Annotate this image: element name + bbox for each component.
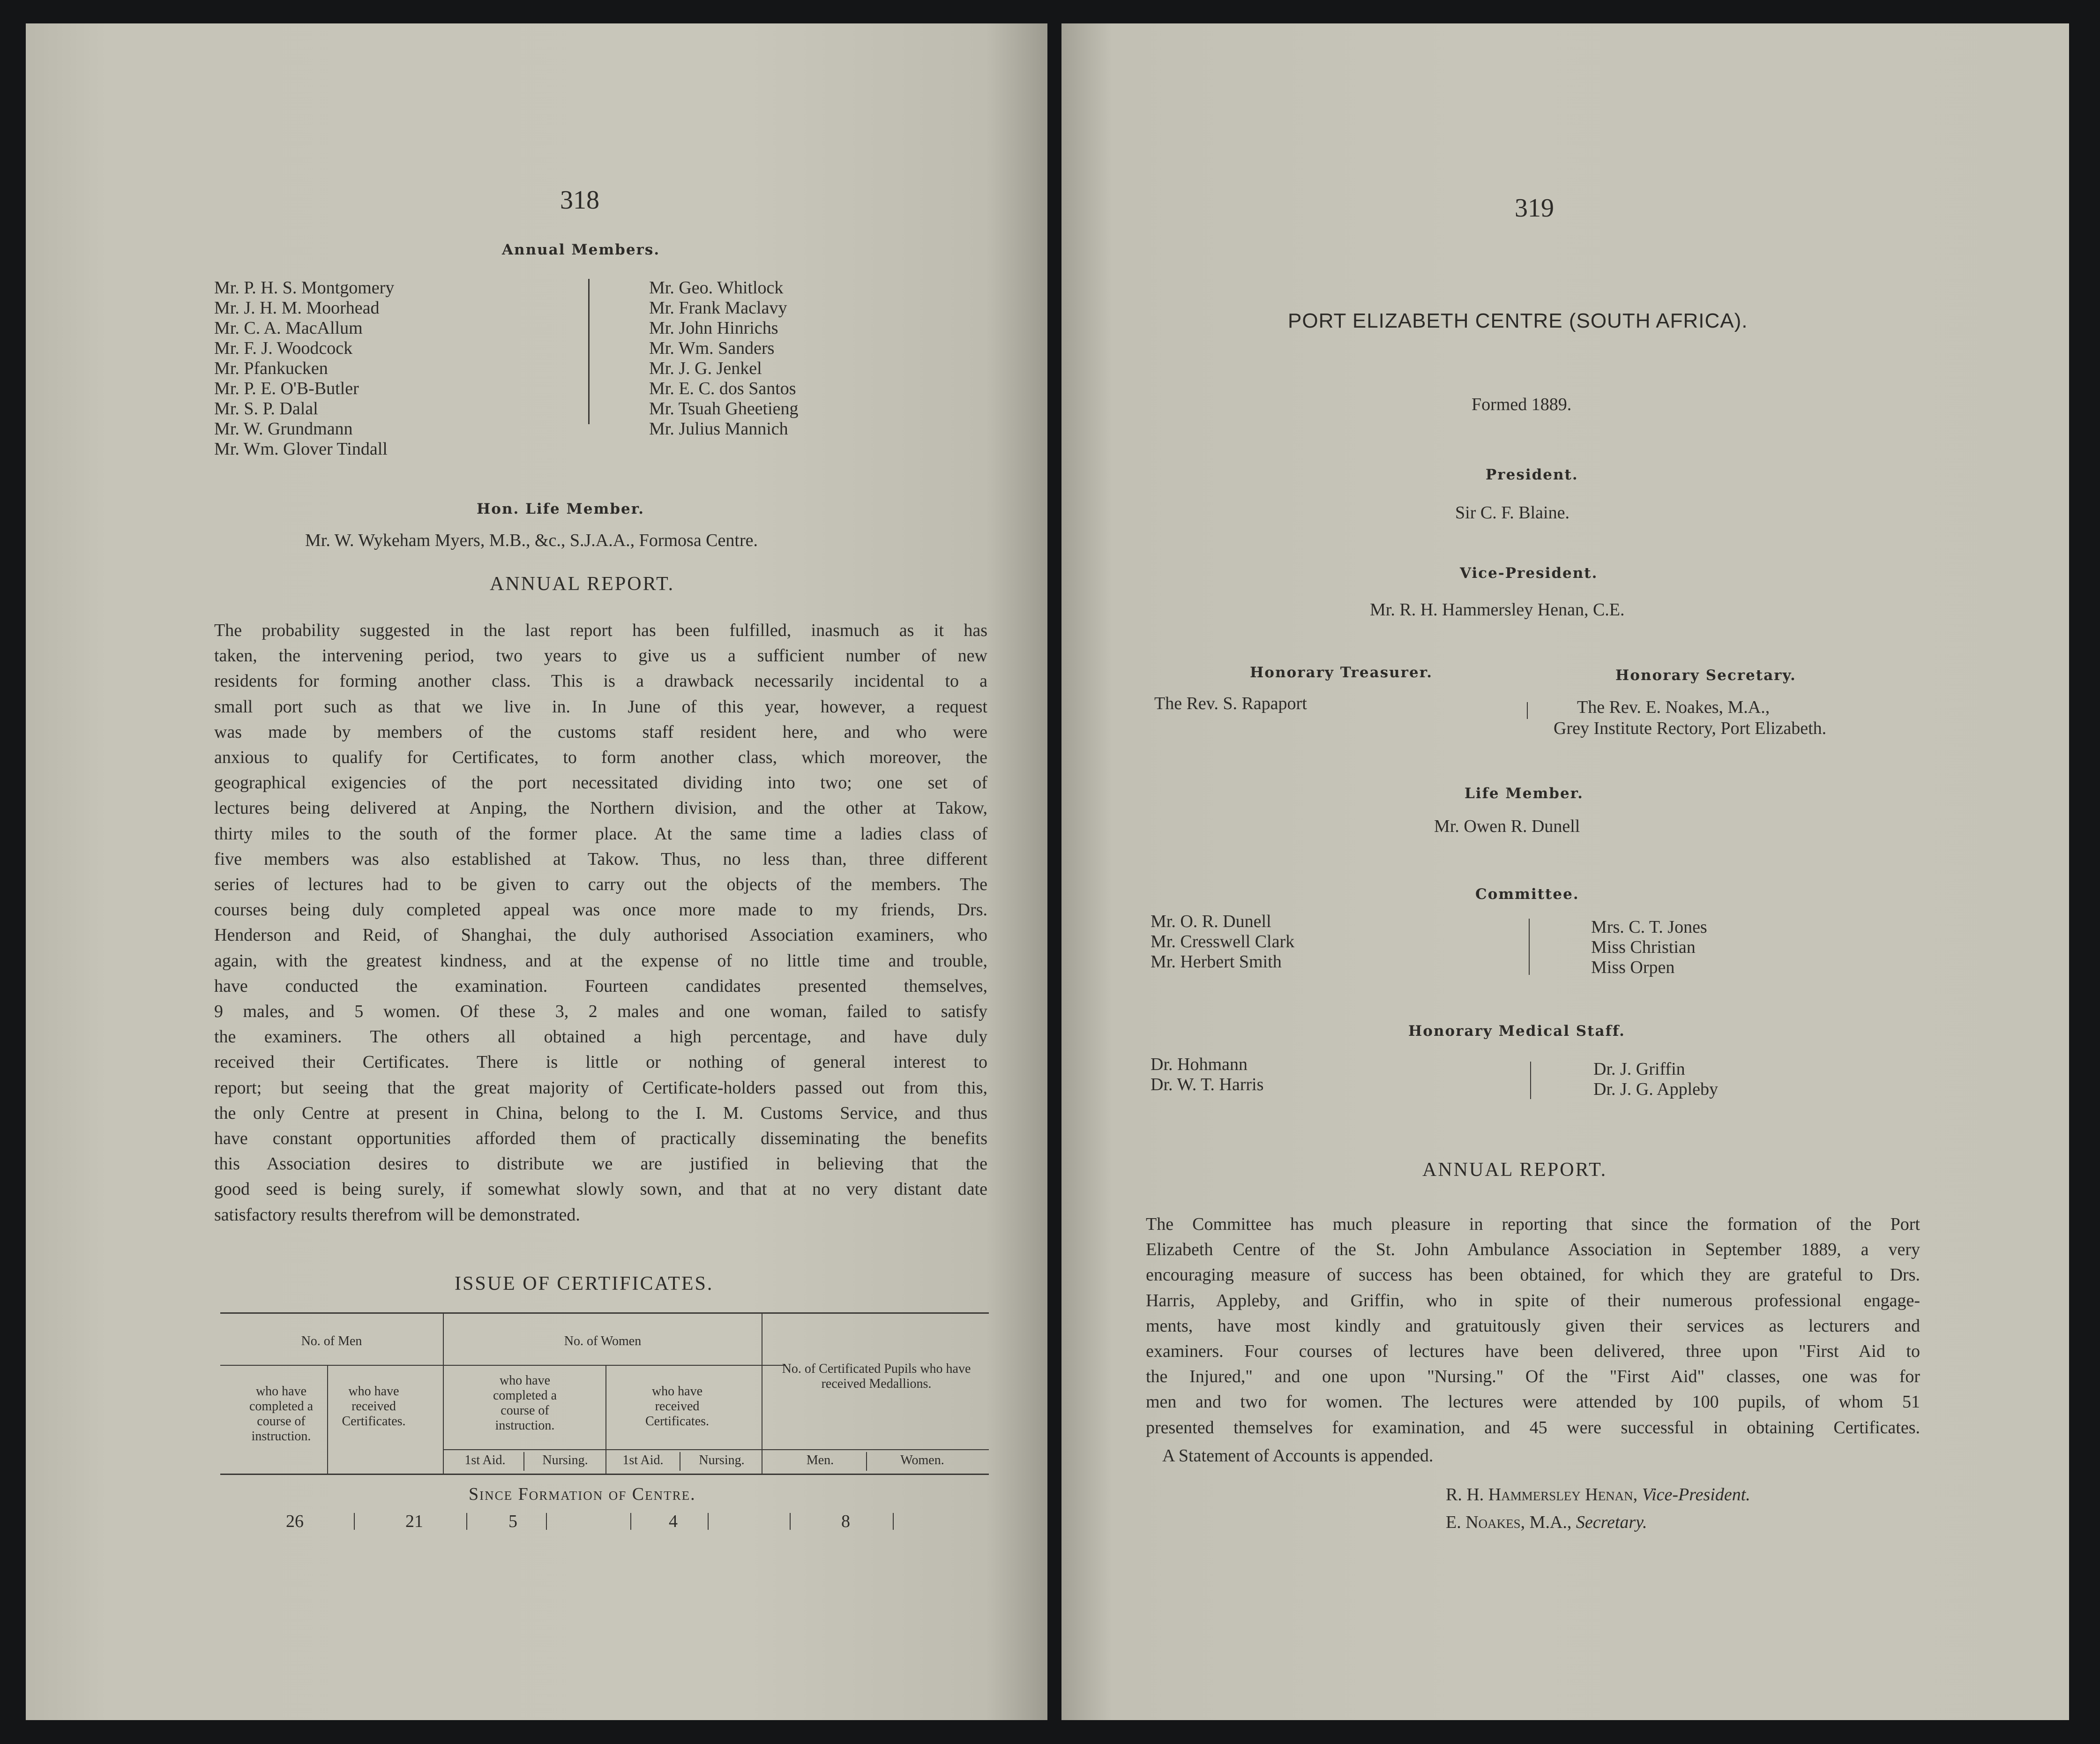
report-line: the only Centre at present in China, belong to the I. M. Customs Service, and thus [214,1103,987,1123]
table-rule [220,1474,989,1475]
report-line: series of lectures had to be given to carry out the objects of the members. The [214,875,987,895]
vice-president-name: Mr. R. H. Hammersley Henan, C.E. [1370,600,1625,620]
medical-column-2 [1593,1059,1718,1100]
column-divider [588,279,590,424]
hon-life-member-heading: Hon. Life Member. [477,501,645,517]
report-line: again, with the greatest kindness, and at the expense of no little time and trouble, [214,951,987,971]
report-line: the examiners. The others all obtained a high percentage, and have duly [214,1027,987,1047]
secretary-heading: Honorary Secretary. [1615,667,1796,684]
formed-year: Formed 1889. [1472,395,1572,414]
column-divider [1527,702,1528,719]
report-line: presented themselves for examination, and 45 were successful in obtaining Certificates. [1146,1417,1920,1437]
annual-members-heading: Annual Members. [502,241,660,258]
signature-title: Secretary. [1576,1512,1647,1532]
report-line: 9 males, and 5 women. Of these 3, 2 males and one woman, failed to satisfy [214,1002,987,1022]
member-name: Mr. Frank Maclavy [649,298,787,318]
member-name: Mr. Tsuah Gheetieng [649,399,799,419]
table-rule [769,1449,989,1450]
treasurer-name: The Rev. S. Rapaport [1154,694,1307,713]
table-rule [523,1452,524,1471]
hon-life-member: Mr. W. Wykeham Myers, M.B., &c., S.J.A.A., Formosa Centre. [305,531,758,550]
committee-member: Miss Orpen [1591,958,1675,977]
committee-column-1 [1151,912,1294,972]
table-rule [605,1366,606,1474]
column-divider [1529,919,1530,975]
table-rule [466,1513,467,1530]
committee-member: Mrs. C. T. Jones [1591,917,1707,937]
member-name: Mr. F. J. Woodcock [214,338,353,358]
committee-column-2 [1591,917,1707,978]
page-number: 319 [1515,194,1554,223]
value-medallions-men: 8 [841,1512,850,1531]
report-line: The probability suggested in the last report has been fulfilled, inasmuch as it has [214,621,987,640]
signature-name: R. H. Hammersley Henan, [1446,1485,1638,1504]
report-line: Harris, Appleby, and Griffin, who in spite of their numerous professional engage- [1146,1290,1920,1310]
medical-staff-member: Dr. J. G. Appleby [1593,1079,1718,1099]
report-line: anxious to qualify for Certificates, to form another class, which moreover, the [214,748,987,768]
report-line: was made by members of the customs staff resident here, and who were [214,722,987,742]
page-number: 318 [560,186,599,215]
member-name: Mr. Julius Mannich [649,419,788,439]
report-line: residents for forming another class. This is a drawback necessarily incidental to a [214,671,987,691]
table-rule [790,1513,791,1530]
right-page [1061,23,2069,1720]
signature-title: Vice-President. [1642,1485,1750,1504]
report-line: good seed is being surely, if somewhat slowly sown, and that at no very distant date [214,1179,987,1199]
treasurer-heading: Honorary Treasurer. [1250,664,1433,681]
member-name: Mr. Wm. Glover Tindall [214,439,388,459]
table-rule [354,1513,355,1530]
report-line: satisfactory results therefrom will be demonstrated. [214,1205,580,1225]
women-completed-header: who have completed a course of instruction. [493,1373,557,1433]
medical-staff-heading: Honorary Medical Staff. [1408,1023,1625,1040]
member-name: Mr. John Hinrichs [649,318,778,338]
member-name: Mr. S. P. Dalal [214,399,318,419]
committee-member: Miss Christian [1591,937,1696,957]
value-women-first-aid-completed: 5 [508,1512,517,1531]
table-rule [443,1449,785,1450]
report-line: men and two for women. The lectures were attended by 100 pupils, of whom 51 [1146,1392,1920,1412]
women-label: Women. [900,1453,944,1467]
column-divider [1530,1062,1531,1099]
table-rule [443,1365,785,1366]
report-line: received their Certificates. There is little or nothing of general interest to [214,1052,987,1072]
report-line: this Association desires to distribute we are justified in believing that the [214,1154,987,1174]
committee-member: Mr. Herbert Smith [1151,952,1282,972]
nursing-label: Nursing. [699,1453,745,1467]
report-line: Elizabeth Centre of the St. John Ambulance Association in September 1889, a very [1146,1240,1920,1260]
vice-president-heading: Vice-President. [1460,565,1598,582]
men-received-header: who have received Certificates. [342,1384,406,1429]
medical-staff-member: Dr. W. T. Harris [1151,1075,1264,1094]
annual-report-body [214,618,987,1228]
report-line: encouraging measure of success has been obtained, for which they are grateful to Drs. [1146,1265,1920,1285]
annual-report-body [1146,1212,1920,1440]
signature-name: E. Noakes, M.A., [1446,1512,1572,1532]
committee-member: Mr. Cresswell Clark [1151,932,1295,951]
report-line: examiners. Four courses of lectures have been delivered, three upon "First Aid to [1146,1341,1920,1362]
men-header: No. of Men [301,1334,362,1348]
report-line: have constant opportunities afforded them of practically disseminating the benefits [214,1129,987,1149]
table-rule [630,1513,631,1530]
since-formation-label: Since Formation of Centre. [469,1484,696,1504]
signature-2 [1446,1512,1647,1533]
left-page [26,23,1047,1720]
member-name: Mr. W. Grundmann [214,419,353,439]
table-rule [327,1366,328,1474]
medallions-header: No. of Certificated Pupils who have received Medallions. [782,1362,971,1391]
member-name: Mr. Wm. Sanders [649,338,775,358]
table-rule [708,1513,709,1530]
member-name: Mr. P. E. O'B-Butler [214,379,359,398]
certificates-heading: ISSUE OF CERTIFICATES. [455,1273,714,1295]
medical-staff-member: Dr. Hohmann [1151,1055,1248,1074]
table-rule [546,1513,547,1530]
report-line: the Injured," and one upon "Nursing." Of the "First Aid" classes, one was for [1146,1367,1920,1387]
report-line: report; but seeing that the great majority of Certificate-holders passed out from this, [214,1078,987,1098]
value-men-completed: 26 [286,1512,304,1531]
member-name: Mr. E. C. dos Santos [649,379,796,398]
president-name: Sir C. F. Blaine. [1455,503,1569,523]
members-column-1 [214,278,394,459]
life-member-name: Mr. Owen R. Dunell [1434,816,1580,836]
committee-heading: Committee. [1475,886,1579,903]
president-heading: President. [1486,466,1578,483]
medical-staff-member: Dr. J. Griffin [1593,1059,1685,1079]
table-rule [220,1365,443,1366]
report-line: five members was also established at Takow. Thus, no less than, three different [214,849,987,869]
secretary-line-1: The Rev. E. Noakes, M.A., [1577,697,1770,717]
report-line: courses being duly completed appeal was once more made to my friends, Drs. [214,900,987,920]
member-name: Mr. Geo. Whitlock [649,278,784,298]
annual-report-heading: ANNUAL REPORT. [1422,1159,1607,1181]
report-line: lectures being delivered at Anping, the Northern division, and the other at Takow, [214,798,987,818]
men-completed-header: who have completed a course of instruction. [249,1384,314,1444]
first-aid-label: 1st Aid. [464,1453,506,1467]
report-line: geographical exigencies of the port necessitated dividing into two; one set of [214,773,987,793]
centre-title: PORT ELIZABETH CENTRE (SOUTH AFRICA). [1288,309,1748,332]
report-line: have conducted the examination. Fourteen candidates presented themselves, [214,976,987,996]
report-line: small port such as that we live in. In June of this year, however, a request [214,696,987,717]
member-name: Mr. Pfankucken [214,359,328,378]
secretary-line-2: Grey Institute Rectory, Port Elizabeth. [1554,719,1827,738]
committee-member: Mr. O. R. Dunell [1151,912,1271,931]
men-label: Men. [806,1453,834,1467]
women-received-header: who have received Certificates. [645,1384,710,1429]
first-aid-label: 1st Aid. [622,1453,664,1467]
member-name: Mr. J. G. Jenkel [649,359,762,378]
women-header: No. of Women [564,1334,642,1348]
report-line: taken, the intervening period, two years to give us a sufficient number of new [214,646,987,666]
report-line: ments, have most kindly and gratuitously given their services as lecturers and [1146,1316,1920,1336]
member-name: Mr. C. A. MacAllum [214,318,363,338]
value-women-first-aid-received: 4 [669,1512,678,1531]
member-name: Mr. P. H. S. Montgomery [214,278,395,298]
report-line: Henderson and Reid, of Shanghai, the duly authorised Association examiners, who [214,925,987,945]
medical-column-1 [1151,1055,1263,1095]
value-men-received: 21 [405,1512,423,1531]
report-line: thirty miles to the south of the former place. At the same time a ladies class of [214,823,987,844]
report-line: The Committee has much pleasure in reporting that since the formation of the Port [1146,1214,1920,1234]
table-rule [893,1513,894,1530]
table-rule [866,1452,867,1471]
annual-report-heading: ANNUAL REPORT. [490,573,675,595]
table-rule [220,1312,989,1314]
member-name: Mr. J. H. M. Moorhead [214,298,380,318]
members-column-2 [649,278,799,439]
nursing-label: Nursing. [542,1453,588,1467]
accounts-line: A Statement of Accounts is appended. [1162,1446,1434,1466]
signature-1 [1446,1485,1750,1505]
life-member-heading: Life Member. [1465,785,1584,802]
